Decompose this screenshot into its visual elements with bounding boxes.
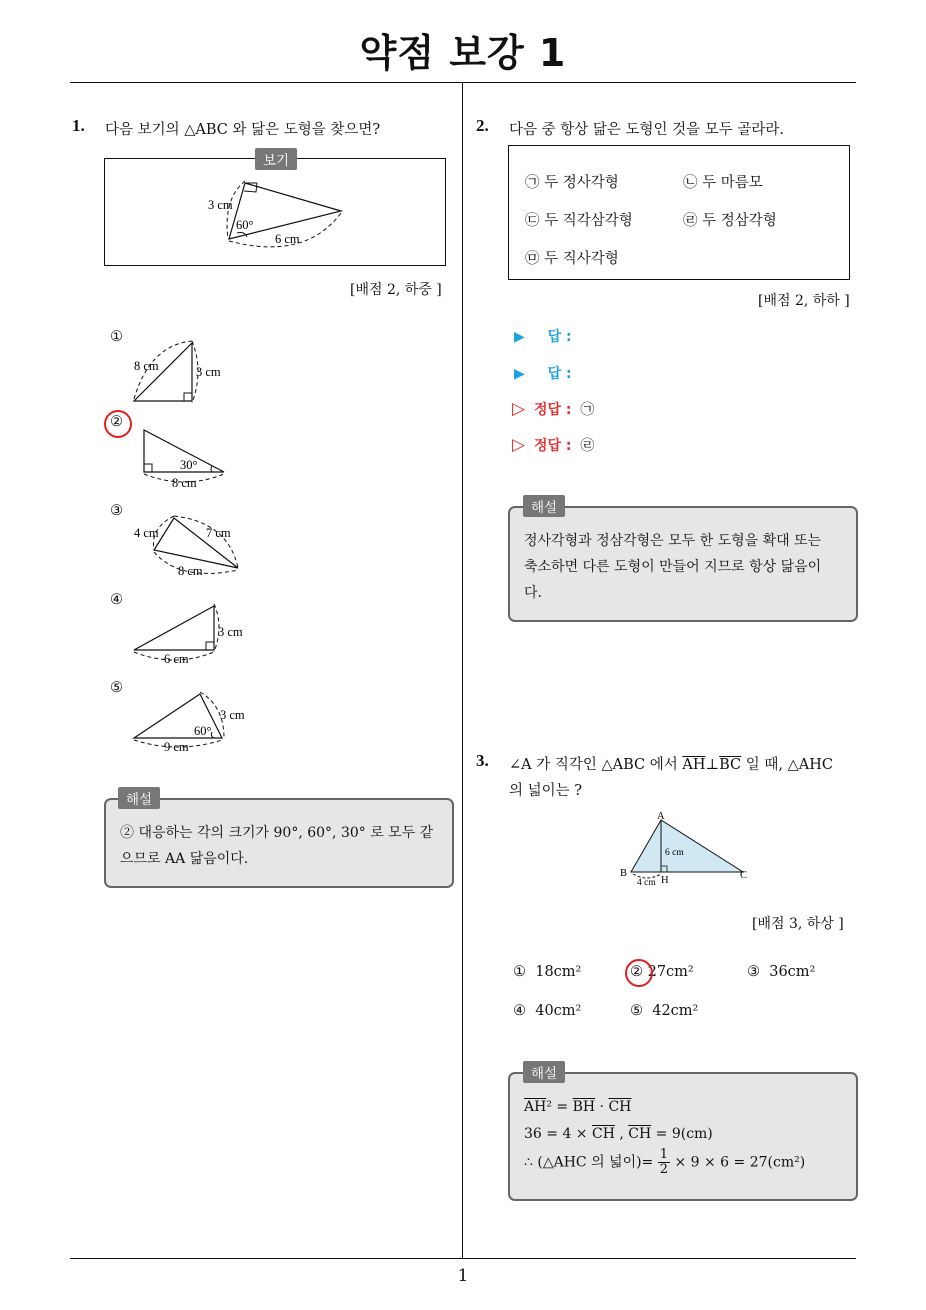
q1-choice-5-label-a: 3 cm — [220, 708, 245, 722]
q1-example-side-bottom: 6 cm — [275, 232, 300, 246]
q3-choice-1-marker: ① — [513, 964, 526, 980]
q3-choice-3-marker: ③ — [747, 964, 760, 980]
q2-option-5[interactable] — [525, 247, 619, 268]
q3-choice-5[interactable] — [630, 1003, 698, 1019]
q2-option-2-label: 두 마름모 — [702, 175, 763, 191]
q1-choice-1-figure[interactable] — [120, 335, 240, 410]
q1-explanation-tag: 해설 — [118, 787, 160, 809]
q1-choice-3-label-a: 4 cm — [134, 526, 159, 540]
q3-explanation-line-3 — [524, 1148, 844, 1177]
q2-option-1-marker: ㉠ — [525, 175, 540, 191]
answer-arrow-icon: ▶ — [514, 366, 525, 382]
q2-correct-answer-1 — [512, 399, 594, 419]
q1-text: 다음 보기의 △ABC 와 닮은 도형을 찾으면? — [105, 122, 381, 138]
q2-correct-answer-2-label: 정답 : — [533, 438, 572, 454]
q1-example-side-left: 3 cm — [208, 198, 233, 212]
q3-meta: [배점 3, 하상 ] — [752, 916, 844, 932]
q1-number: 1. — [72, 116, 85, 135]
q3-explanation-line-1 — [524, 1094, 844, 1121]
q1-choice-3-figure[interactable] — [120, 508, 250, 583]
footer-rule — [70, 1258, 856, 1259]
q1-choice-2-figure[interactable] — [120, 420, 240, 495]
q3-exp-dot: · — [595, 1099, 609, 1115]
q1-choice-4-marker[interactable]: ④ — [110, 592, 123, 608]
q3-text-line-2: 의 넓이는 ? — [509, 783, 583, 799]
q2-answer-prompt-1-label: 답 : — [547, 329, 572, 345]
q1-choice-1-marker[interactable]: ① — [110, 329, 123, 345]
q2-explanation-line-3: 다. — [524, 585, 542, 601]
q1-choice-2-marker[interactable]: ② — [110, 414, 123, 430]
correct-arrow-icon: ▷ — [512, 435, 526, 455]
q3-explanation-tag: 해설 — [523, 1061, 565, 1083]
correct-arrow-icon: ▷ — [512, 399, 526, 419]
q2-correct-answer-1-label: 정답 : — [533, 402, 572, 418]
q2-options-box — [508, 145, 850, 280]
q3-exp-ah: $\overline{AH}$ — [524, 1099, 547, 1115]
q2-correct-answer-1-value: ㉠ — [580, 402, 595, 418]
q3-label-h: H — [661, 875, 669, 886]
q3-explanation-box — [508, 1072, 858, 1201]
q3-number: 3. — [476, 751, 489, 770]
q3-bh-label: 4 cm — [637, 878, 656, 888]
q1-meta: [배점 2, 하중 ] — [350, 282, 442, 298]
q1-example-figure — [105, 159, 445, 265]
q2-correct-answer-2-value: ㉣ — [580, 438, 595, 454]
q1-choice-5-marker[interactable]: ⑤ — [110, 680, 123, 696]
q3-choice-5-value: 42cm² — [652, 1003, 699, 1019]
q1-example-tag: 보기 — [255, 148, 297, 170]
page-title: 약점 보강 1 — [359, 31, 567, 75]
q3-choice-4-value: 40cm² — [535, 1003, 582, 1019]
q3-choice-4-marker: ④ — [513, 1003, 526, 1019]
q2-option-2[interactable] — [683, 171, 763, 192]
q3-exp-frac-den: 2 — [659, 1162, 669, 1177]
q3-exp-eq1: ² = — [546, 1099, 573, 1115]
q2-option-1-label: 두 정사각형 — [544, 175, 619, 191]
q1-choice-1-label-b: 3 cm — [196, 365, 221, 379]
q2-explanation-line-2: 축소하면 다른 도형이 만들어 지므로 항상 닮음이 — [524, 559, 822, 575]
q3-exp-l3a: ∴ (△AHC 의 넓이)= — [524, 1154, 658, 1171]
q1-choice-3-label-c: 8 cm — [178, 564, 203, 578]
q1-choice-2-label-a: 30° — [180, 458, 198, 472]
q3-exp-frac-num: 1 — [659, 1147, 669, 1162]
q2-option-3-marker: ㉢ — [525, 213, 540, 229]
q2-option-4-marker: ㉣ — [683, 213, 698, 229]
q3-height-label: 6 cm — [665, 848, 684, 858]
q1-choice-5-figure[interactable] — [120, 686, 250, 761]
q2-option-4[interactable] — [683, 209, 777, 230]
q1-explanation-box — [104, 798, 454, 888]
q2-answer-prompt-1[interactable] — [514, 326, 572, 346]
q3-choice-2-value: 27cm² — [647, 964, 694, 980]
q1-example-angle: 60° — [236, 218, 254, 232]
q3-label-b: B — [620, 868, 628, 879]
q3-exp-l2b: $\overline{CH}$ — [591, 1126, 615, 1142]
q1-choice-4-figure[interactable] — [120, 598, 250, 673]
q3-figure — [615, 810, 765, 890]
q3-answer-circle — [625, 959, 653, 987]
q1-choice-3-marker[interactable]: ③ — [110, 503, 123, 519]
q1-choice-5-label-b: 60° — [194, 724, 212, 738]
q1-choice-2-label-b: 8 cm — [172, 476, 197, 490]
q1-explanation-line-1: ② 대응하는 각의 크기가 90°, 60°, 30° 로 모두 같 — [120, 825, 434, 841]
q1-choice-5-label-c: 9 cm — [164, 740, 189, 754]
q1-choice-4-label-a: 3 cm — [218, 625, 243, 639]
q2-option-5-label: 두 직사각형 — [544, 251, 619, 267]
q3-exp-l2e: = 9(cm) — [651, 1126, 713, 1142]
q3-label-a: A — [657, 811, 665, 822]
q3-label-c: C — [740, 870, 748, 881]
q3-exp-fraction — [658, 1148, 670, 1177]
q2-option-3-label: 두 직각삼각형 — [544, 213, 633, 229]
q3-choice-4[interactable] — [513, 1003, 581, 1019]
header-rule — [70, 82, 856, 83]
q2-option-1[interactable] — [525, 171, 619, 192]
q3-choice-5-marker: ⑤ — [630, 1003, 643, 1019]
q1-explanation-line-2: 으므로 AA 닮음이다. — [120, 851, 249, 867]
q2-correct-answer-2 — [512, 435, 594, 455]
q2-text: 다음 중 항상 닮은 도형인 것을 모두 골라라. — [509, 122, 784, 138]
q3-choice-2-marker: ② — [630, 964, 643, 980]
q2-explanation-tag: 해설 — [523, 495, 565, 517]
q3-exp-l2d: $\overline{CH}$ — [628, 1126, 652, 1142]
q3-exp-ch: $\overline{CH}$ — [608, 1099, 632, 1115]
q2-meta: [배점 2, 하하 ] — [758, 293, 850, 309]
q3-choice-1[interactable] — [513, 964, 581, 980]
q2-answer-prompt-2-label: 답 : — [547, 366, 572, 382]
q3-exp-l2c: , — [614, 1126, 629, 1142]
q2-answer-prompt-2[interactable] — [514, 363, 572, 383]
q3-choice-3-value: 36cm² — [769, 964, 816, 980]
q3-choice-1-value: 18cm² — [535, 964, 582, 980]
q1-choice-4-label-b: 6 cm — [164, 652, 189, 666]
q1-choice-1-label-a: 8 cm — [134, 359, 159, 373]
q3-exp-l3b: × 9 × 6 = 27(cm²) — [670, 1154, 806, 1171]
page-number: 1 — [457, 1266, 469, 1286]
q1-example-box — [104, 158, 446, 266]
q2-option-4-label: 두 정삼각형 — [702, 213, 777, 229]
q2-explanation-line-1: 정사각형과 정삼각형은 모두 한 도형을 확대 또는 — [524, 533, 822, 549]
column-divider — [462, 83, 463, 1258]
q3-exp-bh: $\overline{BH}$ — [572, 1099, 596, 1115]
q2-option-3[interactable] — [525, 209, 633, 230]
q2-option-2-marker: ㉡ — [683, 175, 698, 191]
q1-choice-3-label-b: 7 cm — [206, 526, 231, 540]
q3-text-line-1: ∠A 가 직각인 △ABC 에서 $\overline{AH}\perp\overline{BC}$ 일 때, △AHC — [509, 757, 833, 773]
q3-choice-3[interactable] — [747, 964, 815, 980]
q3-exp-l2a: 36 = 4 × — [524, 1126, 592, 1142]
answer-arrow-icon: ▶ — [514, 329, 525, 345]
q2-option-5-marker: ㉤ — [525, 251, 540, 267]
q2-explanation-box — [508, 506, 858, 622]
q2-number: 2. — [476, 116, 489, 135]
q3-explanation-line-2 — [524, 1121, 844, 1148]
